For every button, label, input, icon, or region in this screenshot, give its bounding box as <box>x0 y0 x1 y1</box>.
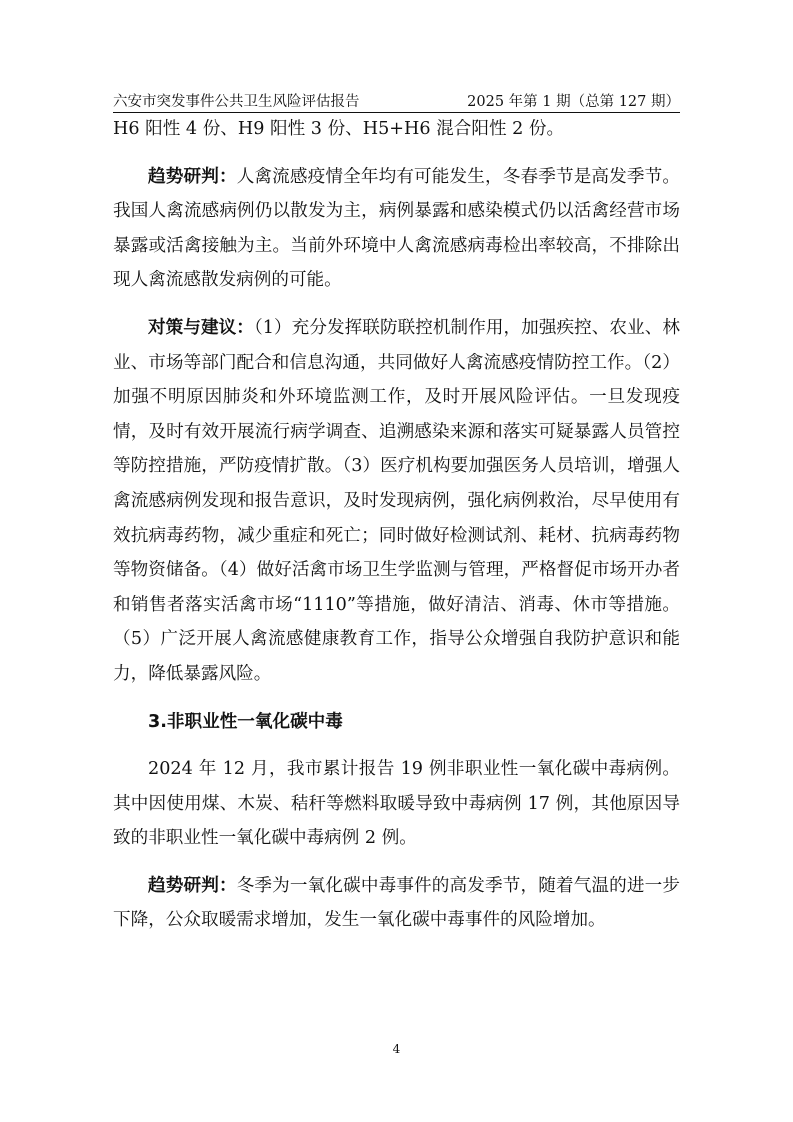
avian-measures-paragraph <box>113 311 680 692</box>
co-section-heading: 3.非职业性一氧化碳中毒 <box>148 711 343 732</box>
report-title: 六安市突发事件公共卫生风险评估报告 <box>113 94 360 110</box>
co-summary-paragraph: 2024 年 12 月，我市累计报告 19 例非职业性一氧化碳中毒病例。其中因使用煤、木炭、秸秆等燃料取暖导致中毒病例 17 例，其他原因导致的非职业性一氧化碳中毒病例 2 例。 <box>113 759 680 849</box>
avian-trend-label: 趋势研判： <box>148 166 237 187</box>
continuation-paragraph: H6 阳性 4 份、H9 阳性 3 份、H5+H6 混合阳性 2 份。 <box>113 119 565 139</box>
co-trend-label: 趋势研判： <box>148 875 237 896</box>
avian-measures-label: 对策与建议： <box>148 317 254 338</box>
document-body <box>113 112 680 938</box>
avian-trend-text: 人禽流感疫情全年均有可能发生，冬春季节是高发季节。我国人禽流感病例仍以散发为主，病例暴露和感染模式仍以活禽经营市场暴露或活禽接触为主。当前外环境中人禽流感病毒检出率较高，不排除出现人禽流感散发病例的可能。 <box>113 166 680 291</box>
page-header <box>113 86 680 110</box>
co-trend-text: 冬季为一氧化碳中毒事件的高发季节，随着气温的进一步下降，公众取暖需求增加，发生一氧化碳中毒事件的风险增加。 <box>113 875 680 931</box>
avian-measures-text: （1）充分发挥联防联控机制作用，加强疾控、农业、林业、市场等部门配合和信息沟通，共同做好人禽流感疫情防控工作。（2）加强不明原因肺炎和外环境监测工作，及时开展风险评估。一旦发现疫情，及时有效开展流行病学调查、追溯感染来源和落实可疑暴露人员管控等防控措施，严防疫情扩散。（3）医疗机构要加强医务人员培训，增强人禽流感病例发现和报告意识，及时发现病例，强化病例救治，尽早使用有效抗病毒药物，减少重症和死亡；同时做好检测试剂、耗材、抗病毒药物等物资储备。（4）做好活禽市场卫生学监测与管理，严格督促市场开办者和销售者落实活禽市场“1110”等措施，做好清洁、消毒、休市等措施。（5）广泛开展人禽流感健康教育工作，指导公众增强自我防护意识和能力，降低暴露风险。 <box>113 317 680 684</box>
issue-number: 2025 年第 1 期（总第 127 期） <box>467 94 680 110</box>
co-trend-paragraph <box>113 869 680 938</box>
avian-trend-paragraph <box>113 160 680 298</box>
page-number: 4 <box>392 1042 401 1056</box>
